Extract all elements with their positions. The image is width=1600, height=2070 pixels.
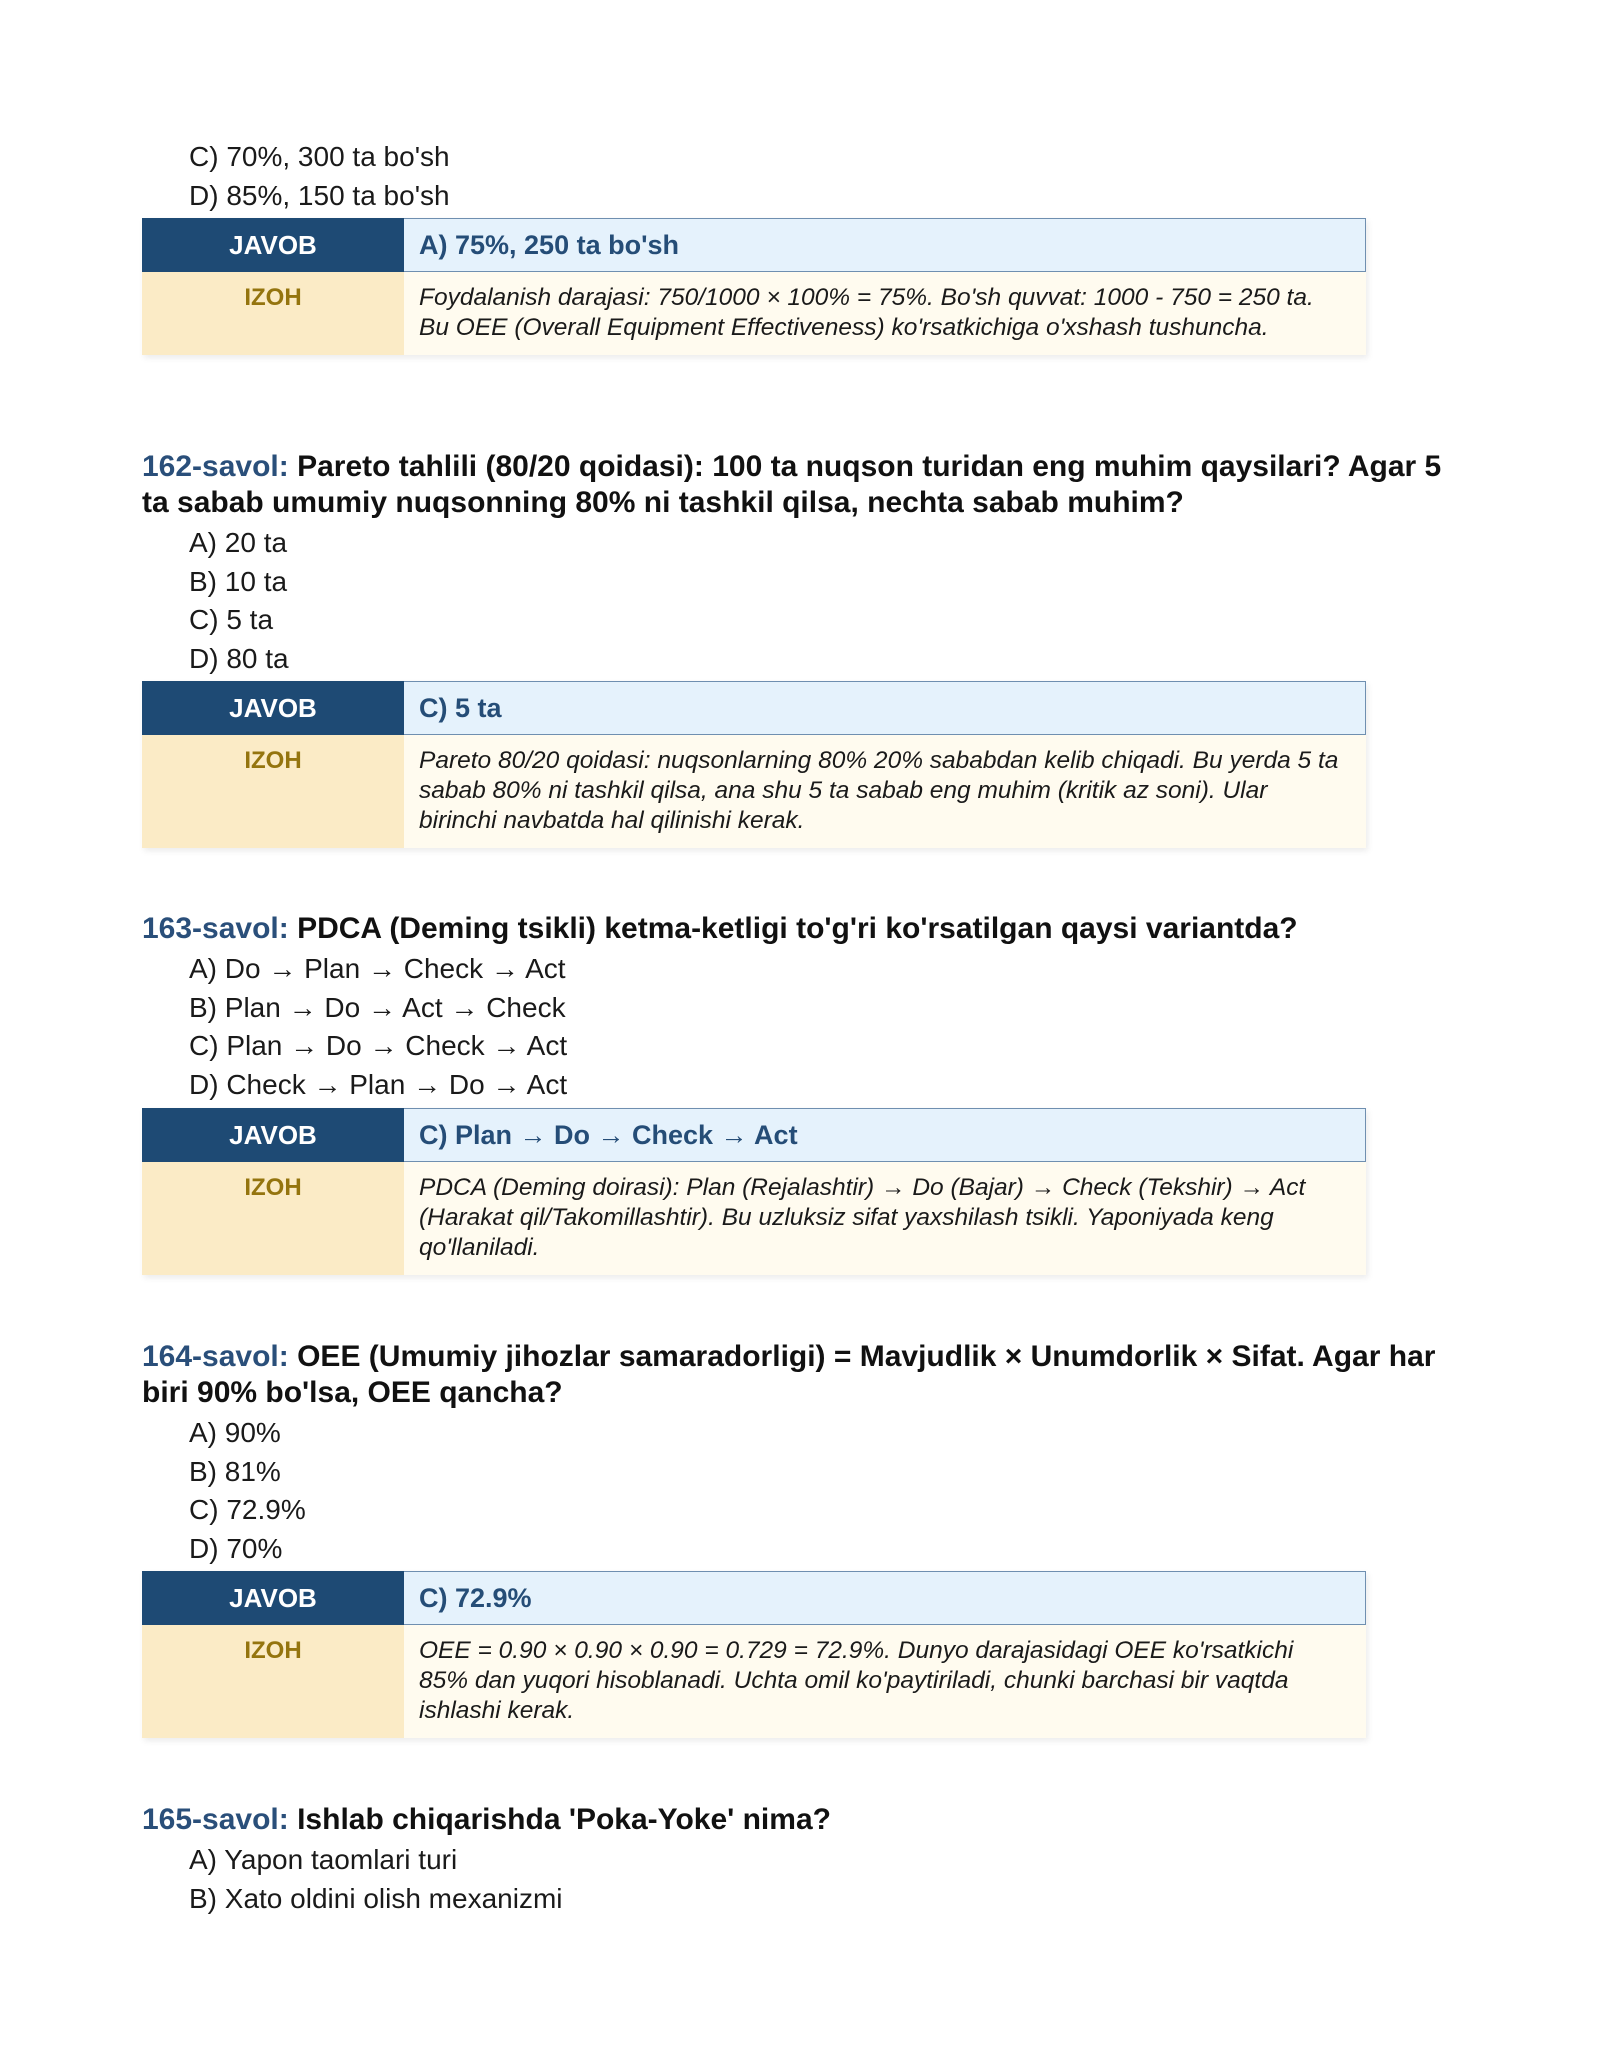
answer-table-164 [142,1571,1442,1738]
option-a: A) Do → Plan → Check → Act [189,953,566,984]
answer-value: C) 72.9% [404,1571,1366,1625]
question-number: 164-savol: [142,1340,289,1373]
note-text: Foydalanish darajasi: 750/1000 × 100% = 75%. Bo'sh quvvat: 1000 - 750 = 250 ta. Bu OEE (Overall Equipment Effectiveness) ko'rsatkichiga o'xshash tushuncha. [404,272,1366,355]
question-165 [142,1802,1442,1918]
question-number: 162-savol: [142,450,289,483]
question-163 [142,911,1442,1104]
option-a: A) 20 ta [189,527,288,558]
answer-value: C) 5 ta [404,681,1366,735]
option-c: C) Plan → Do → Check → Act [189,1030,568,1061]
question-text [142,1802,1452,1838]
question-number: 165-savol: [142,1803,289,1836]
question-162 [142,449,1442,678]
option-d: D) 80 ta [189,642,289,674]
option-c: C) 70%, 300 ta bo'sh [189,141,450,172]
note-text: Pareto 80/20 qoidasi: nuqsonlarning 80% 20% sababdan kelib chiqadi. Bu yerda 5 ta sabab 80% ni tashkil qilsa, ana shu 5 ta sabab eng muhim (kritik az soni). Ular birinchi navbatda hal qilinishi kerak. [404,735,1366,848]
option-d: D) 85%, 150 ta bo'sh [189,179,450,211]
option-d: D) 70% [189,1532,283,1564]
question-164 [142,1339,1442,1568]
option-b: B) 10 ta [189,565,288,597]
question-number: 163-savol: [142,912,289,945]
option-c: C) 5 ta [189,604,274,635]
question-body: PDCA (Deming tsikli) ketma-ketligi to'g'ri ko'rsatilgan qaysi variantda? [297,912,1298,945]
option-a: A) 90% [189,1417,281,1448]
answer-table-163 [142,1108,1442,1275]
note-text: OEE = 0.90 × 0.90 × 0.90 = 0.729 = 72.9%. Dunyo darajasidagi OEE ko'rsatkichi 85% dan yuqori hisoblanadi. Uchta omil ko'paytiriladi, chunki barchasi bir vaqtda ishlashi kerak. [404,1625,1366,1738]
option-a: A) Yapon taomlari turi [189,1844,458,1875]
note-label: IZOH [142,272,404,355]
option-d: D) Check → Plan → Do → Act [189,1068,568,1100]
answer-table-161 [142,218,1442,355]
answer-label: JAVOB [142,1108,404,1162]
answer-table-162 [142,681,1442,848]
question-body: Pareto tahlili (80/20 qoidasi): 100 ta nuqson turidan eng muhim qaysilari? Agar 5 ta sabab umumiy nuqsonning 80% ni tashkil qilsa, nechta sabab muhim? [142,450,1442,519]
question-text [142,449,1452,521]
answer-label: JAVOB [142,218,404,272]
question-text [142,1339,1452,1411]
note-label: IZOH [142,1625,404,1738]
note-label: IZOH [142,1162,404,1275]
option-b: B) Plan → Do → Act → Check [189,991,566,1023]
option-c: C) 72.9% [189,1494,306,1525]
answer-label: JAVOB [142,1571,404,1625]
question-body: OEE (Umumiy jihozlar samaradorligi) = Mavjudlik × Unumdorlik × Sifat. Agar har biri 90% bo'lsa, OEE qancha? [142,1340,1436,1409]
answer-value: C) Plan → Do → Check → Act [404,1108,1366,1162]
option-b: B) 81% [189,1455,281,1487]
answer-label: JAVOB [142,681,404,735]
answer-value: A) 75%, 250 ta bo'sh [404,218,1366,272]
option-b: B) Xato oldini olish mexanizmi [189,1882,563,1914]
question-body: Ishlab chiqarishda 'Poka-Yoke' nima? [297,1803,831,1836]
question-text [142,911,1452,947]
note-text: PDCA (Deming doirasi): Plan (Rejalashtir) → Do (Bajar) → Check (Tekshir) → Act (Harakat qil/Takomillashtir). Bu uzluksiz sifat yaxshilash tsikli. Yaponiyada keng qo'llaniladi. [404,1162,1366,1275]
note-label: IZOH [142,735,404,848]
question-161 [142,138,1442,215]
